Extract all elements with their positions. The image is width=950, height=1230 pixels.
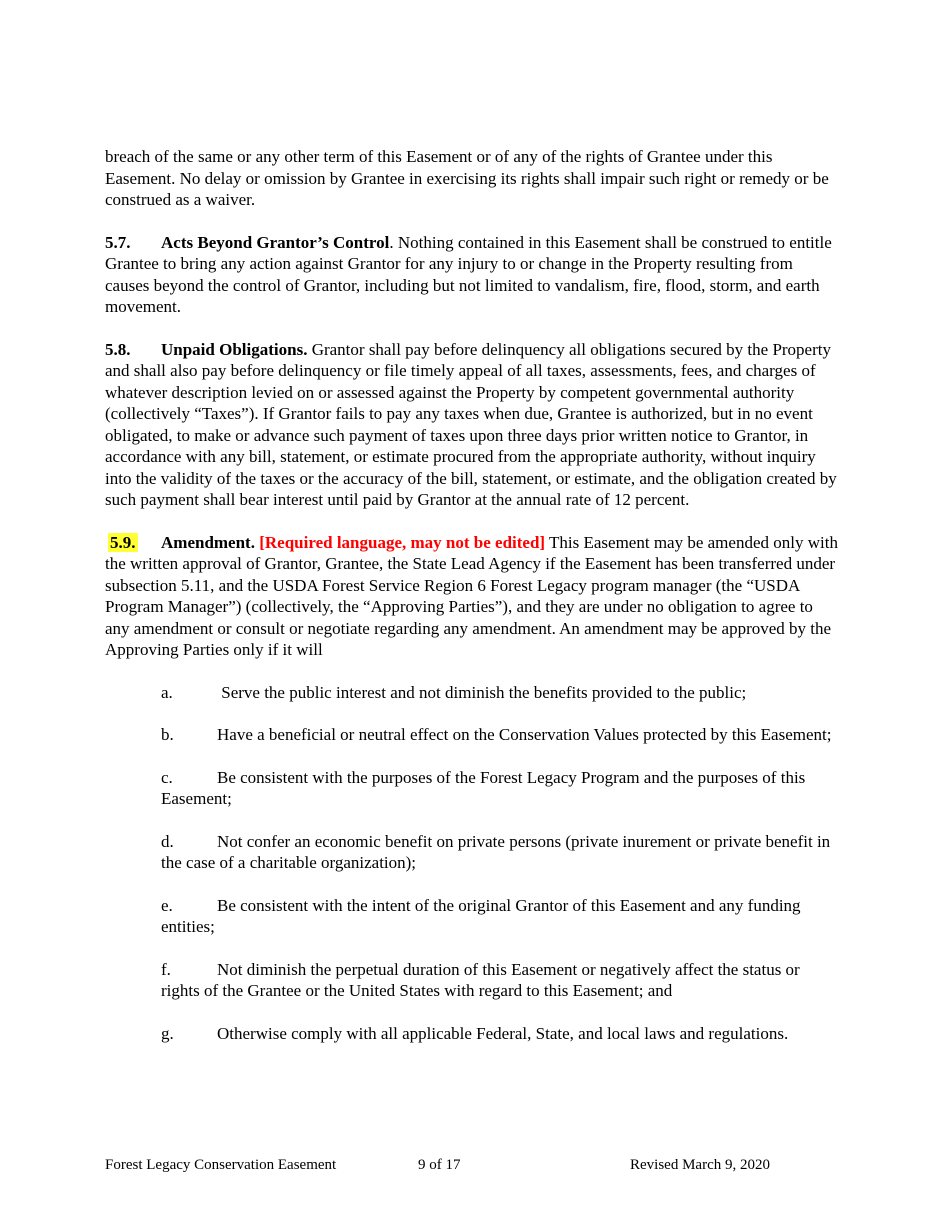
list-item: e. Be consistent with the intent of the original Grantor of this Easement and any funding entities; bbox=[161, 895, 801, 936]
section-title: Amendment. bbox=[161, 532, 255, 552]
document-page bbox=[105, 146, 840, 1065]
footer-document-title: Forest Legacy Conservation Easement bbox=[105, 1157, 337, 1173]
section-title: Acts Beyond Grantor’s Control bbox=[161, 232, 390, 252]
section-5-7 bbox=[105, 232, 840, 318]
list-item: f. Not diminish the perpetual duration of this Easement or negatively affect the status or rights of the Grantee or the United States with regard to this Easement; and bbox=[161, 959, 800, 1000]
list-item: c. Be consistent with the purposes of the Forest Legacy Program and the purposes of this Easement; bbox=[161, 767, 806, 808]
footer-page-number: 9 of 17 bbox=[418, 1157, 461, 1173]
section-body: Grantor shall pay before delinquency all obligations secured by the Property and shall also pay before delinquency or file timely appeal of all taxes, assessments, fees, and charges of whatever description levied on or assessed against the Property by competent governmental authority (collectively “Taxes”). If Grantor fails to pay any taxes when due, Grantee is authorized, but in no event obligated, to make or advance such payment of taxes upon three days prior written notice to Grantor, in accordance with any bill, statement, or estimate procured from the appropriate authority, without inquiry into the validity of the taxes or the accuracy of the bill, statement, or estimate, and the obligation created by such payment shall bear interest until paid by Grantor at the annual rate of 12 percent. bbox=[105, 339, 837, 509]
section-body: This Easement may be amended only with the written approval of Grantor, Grantee, the State Lead Agency if the Easement has been transferred under subsection 5.11, and the USDA Forest Service Region 6 Forest Legacy program manager (the “USDA Program Manager”) (collectively, the “Approving Parties”), and they are under no obligation to agree to any amendment or consult or negotiate regarding any amendment. An amendment may be approved by the Approving Parties only if it will bbox=[105, 532, 838, 659]
list-item: d. Not confer an economic benefit on private persons (private inurement or private benefit in the case of a charitable organization); bbox=[161, 831, 831, 872]
list-item: g. Otherwise comply with all applicable Federal, State, and local laws and regulations. bbox=[161, 1023, 789, 1043]
section-number: 5.8. bbox=[105, 339, 131, 359]
section-5-8 bbox=[105, 339, 840, 511]
intro-paragraph: breach of the same or any other term of this Easement or of any of the rights of Grantee under this Easement. No delay or omission by Grantee in exercising its rights shall impair such right or remedy or be construed as a waiver. bbox=[105, 147, 829, 209]
section-title: Unpaid Obligations. bbox=[161, 339, 308, 359]
highlighted-section-number: 5.9. bbox=[110, 532, 136, 552]
amendment-conditions-list bbox=[161, 682, 841, 1045]
list-item: a. Serve the public interest and not diminish the benefits provided to the public; bbox=[161, 682, 747, 702]
required-language-note: [Required language, may not be edited] bbox=[259, 532, 546, 552]
list-item: b. Have a beneficial or neutral effect on the Conservation Values protected by this Easement; bbox=[161, 725, 832, 744]
footer-revision-date: Revised March 9, 2020 bbox=[630, 1157, 770, 1173]
section-5-9 bbox=[105, 532, 840, 661]
section-body: . Nothing contained in this Easement shall be construed to entitle Grantee to bring any action against Grantor for any injury to or change in the Property resulting from causes beyond the control of Grantor, including but not limited to vandalism, fire, flood, storm, and earth movement. bbox=[105, 232, 832, 316]
section-number: 5.7. bbox=[105, 232, 131, 252]
